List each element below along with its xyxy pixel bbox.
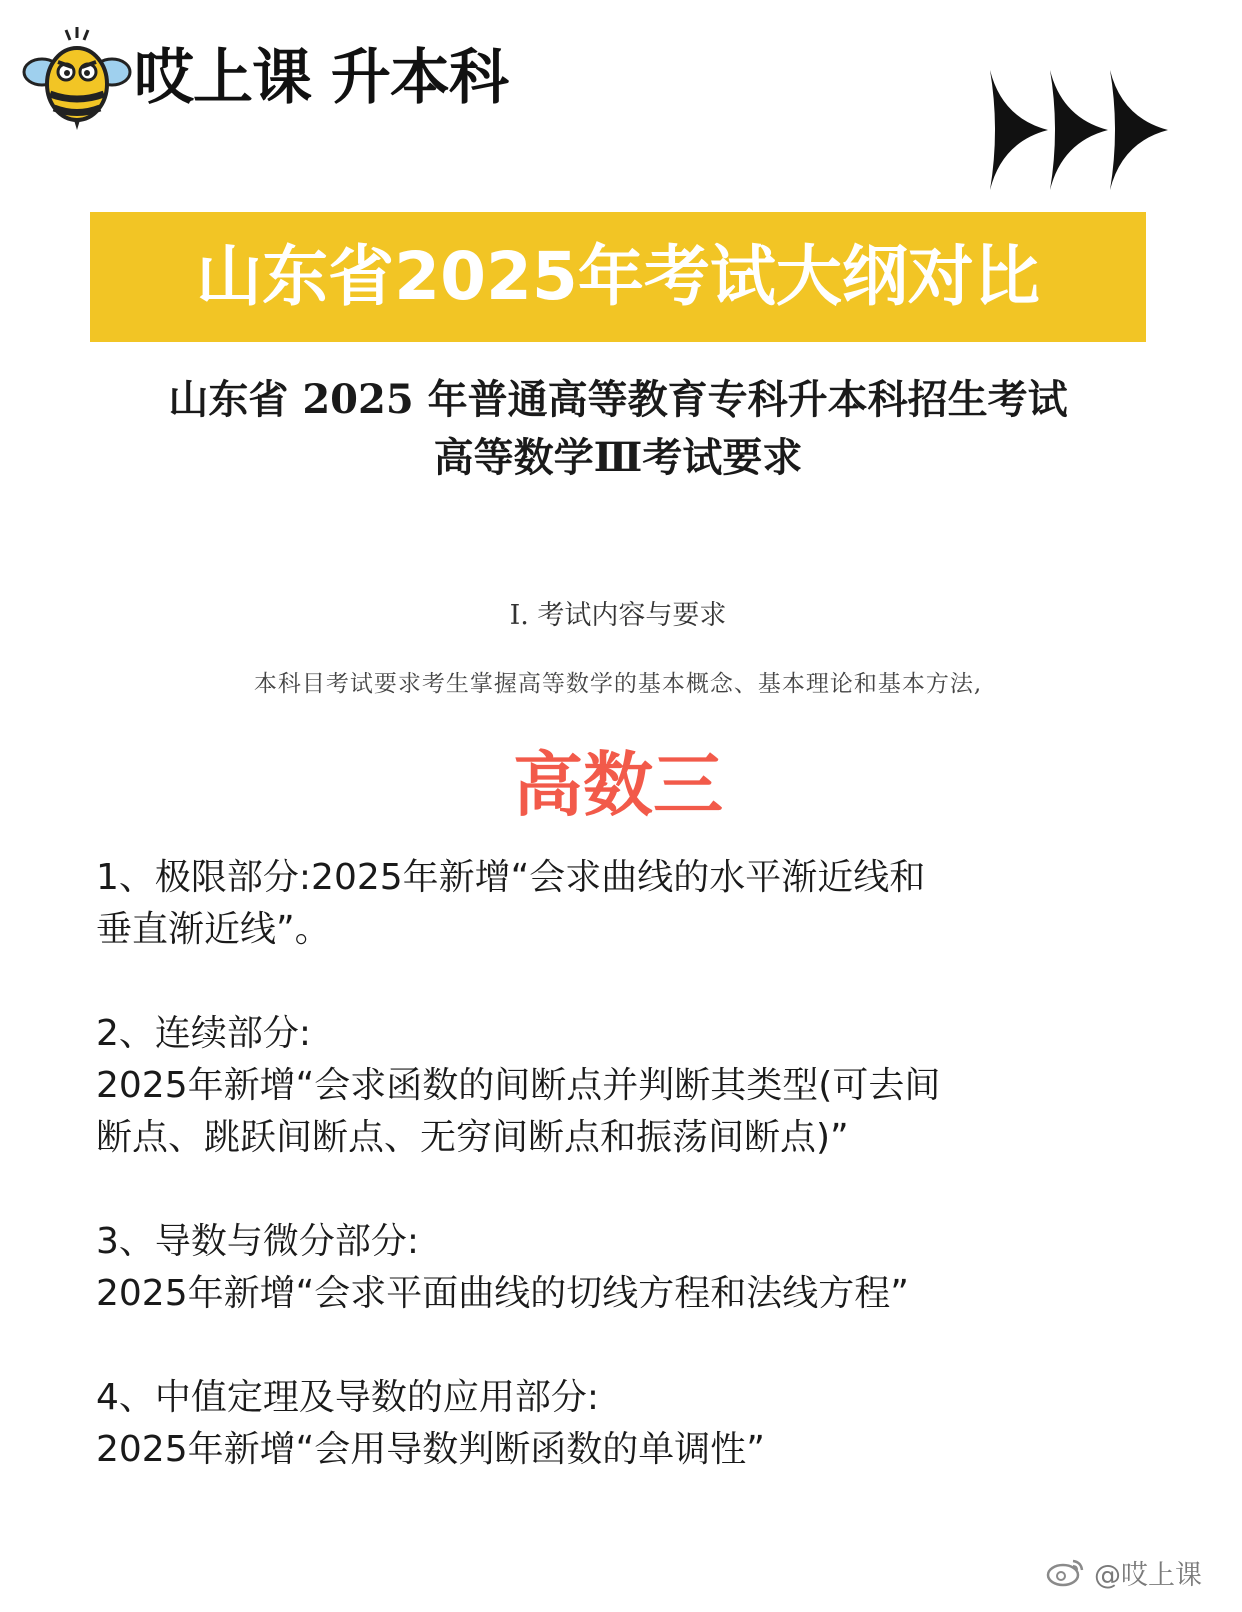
brand-name: 哎上课 升本科 bbox=[134, 43, 508, 113]
item-text-line: 3、导数与微分部分: bbox=[96, 1221, 420, 1262]
item-text-line: 2、连续部分: bbox=[96, 1013, 312, 1054]
title-banner bbox=[90, 212, 1146, 342]
list-item bbox=[96, 852, 1156, 956]
watermark bbox=[1046, 1552, 1202, 1592]
banner-title: 山东省2025年考试大纲对比 bbox=[196, 238, 1040, 315]
list-item bbox=[96, 1372, 1156, 1476]
document-heading-line-1: 山东省 2025 年普通高等教育专科升本科招生考试 bbox=[168, 376, 1068, 423]
weibo-icon bbox=[1046, 1556, 1086, 1588]
intro-text: 本科目考试要求考生掌握高等数学的基本概念、基本理论和基本方法, bbox=[253, 671, 983, 697]
bee-mascot-icon bbox=[22, 22, 132, 132]
section-label: Ⅰ. 考试内容与要求 bbox=[509, 600, 727, 631]
triple-arrow-icon bbox=[990, 70, 1190, 190]
document-heading-line-2: 高等数学Ⅲ考试要求 bbox=[433, 434, 803, 481]
item-text-line: 垂直渐近线”。 bbox=[96, 909, 331, 950]
item-text-line: 1、极限部分:2025年新增“会求曲线的水平渐近线和 bbox=[96, 857, 926, 898]
watermark-text: @哎上课 bbox=[1094, 1559, 1202, 1591]
item-text-line: 2025年新增“会用导数判断函数的单调性” bbox=[96, 1429, 765, 1470]
item-text-line: 2025年新增“会求函数的间断点并判断其类型(可去间 bbox=[96, 1065, 941, 1106]
subject-title: 高数三 bbox=[513, 744, 723, 826]
item-text-line: 2025年新增“会求平面曲线的切线方程和法线方程” bbox=[96, 1273, 909, 1314]
item-text-line: 4、中值定理及导数的应用部分: bbox=[96, 1377, 600, 1418]
change-list bbox=[96, 852, 1156, 1528]
item-text-line: 断点、跳跃间断点、无穷间断点和振荡间断点)” bbox=[96, 1117, 849, 1158]
list-item bbox=[96, 1216, 1156, 1320]
list-item bbox=[96, 1008, 1156, 1164]
logo bbox=[22, 22, 542, 132]
